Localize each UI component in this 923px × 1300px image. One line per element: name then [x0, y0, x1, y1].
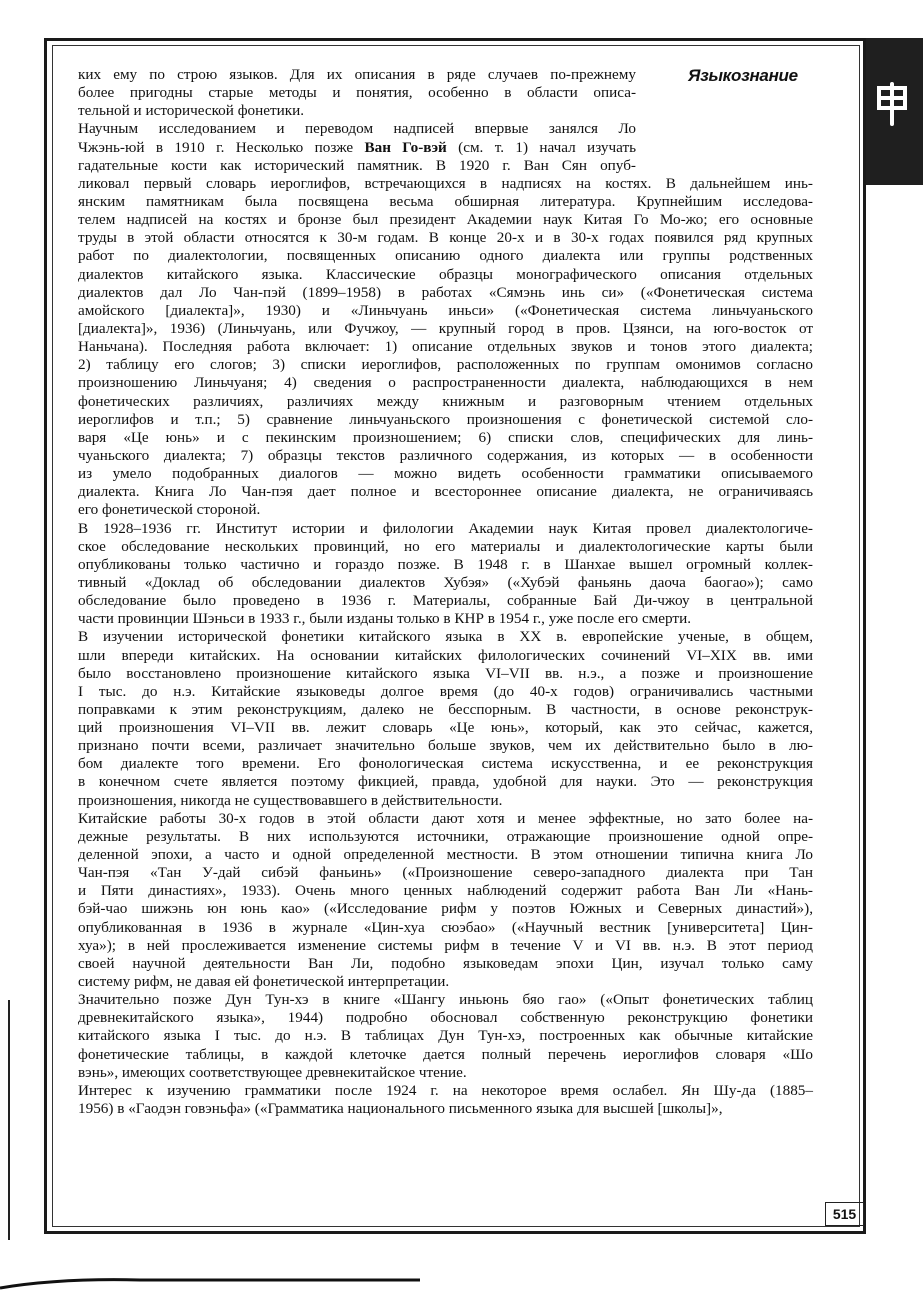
text-line: опубликованная в 1936 в журнале «Цин-хуа сюэбао» («Научный вестник [университета] Цин-: [78, 918, 813, 936]
text-line: бэй-чао шижэнь юн юнь као» («Исследование рифм у поэтов Южных и Северных династий»),: [78, 900, 813, 918]
text-line: Чан-пэя «Тан У-дай сибэй фаньинь» («Произношение северо-западного диалекта при Тан: [78, 864, 813, 882]
text-line: систему рифм, не давая ей фонетической интерпретации.: [78, 973, 450, 991]
text-line: амойского [диалекта]», 1930) и «Линьчуань иньси» («Фонетическая система линьчуаньского: [78, 301, 813, 319]
text-line: фонетические таблицы, в каждой клеточке дается полный перечень иероглифов словаря «Шо: [78, 1045, 813, 1063]
text-line: шли впереди китайских. На основании китайских филологических сочинений VI–XIX вв. ими: [78, 646, 813, 664]
text-line: более пригодны старые методы и понятия, особенно в области описа-: [78, 84, 636, 102]
text-line: диалектов китайского языка. Классические образцы монографического описания отдельных: [78, 265, 813, 283]
text-line: Научным исследованием и переводом надписей впервые занялся Ло: [78, 120, 636, 138]
text-line: Интерес к изучению грамматики после 1924 г. на некоторое время ослабел. Ян Шу-да (1885–: [78, 1081, 813, 1099]
text-line: иероглифов и т.п.; 5) сравнение линьчуаньского произношения с фонетической системой сло-: [78, 410, 813, 428]
text-line: ких ему по строю языков. Для их описания в ряде случаев по-прежнему: [78, 66, 636, 83]
text-line: ское обследование нескольких провинций, но его материалы и диалектологические карты были: [78, 537, 813, 555]
text-line: Китайские работы 30-х годов в этой области дают хотя и менее эффектные, но зато более на-: [78, 809, 813, 827]
scan-edge-curve: [0, 1268, 420, 1290]
text-line: и Пяти династиях», 1933). Очень много ценных наблюдений содержит работа Ван Ли «Нань-: [78, 882, 813, 900]
section-title: Языкознание: [688, 66, 798, 85]
text-line: телем надписей на костях и бронзе был президент Академии наук Китая Го Мо-жо; его основные: [78, 211, 813, 229]
text-line: дежные результаты. В них используются источники, отражающие произношение одной опре-: [78, 827, 813, 845]
text-line: китайского языка I тыс. до н.э. В таблицах Дун Тун-хэ, построенных как обычные китайские: [78, 1027, 813, 1045]
text-line: труды в этой области относятся к 30-м годам. В конце 20-х и в 30-х годах появился ряд крупных: [78, 229, 813, 247]
text-line: 2) таблицу его слогов; 3) списки иероглифов, расположенных по группам омонимов согласно: [78, 356, 813, 374]
text-line: его фонетической стороной.: [78, 501, 261, 519]
name-emphasis: Ван Го-вэй: [364, 138, 447, 156]
text-line: I тыс. до н.э. Китайские языковеды долгое время (до 40-х годов) ограничивались частными: [78, 682, 813, 700]
text-line: ликовал первый словарь иероглифов, встречающихся в надписях на костях. В дальнейшем инь-: [78, 174, 813, 192]
text-line: работ по диалектологии, посвященных описанию одного диалекта или группы родственных: [78, 247, 813, 265]
article-body: [78, 66, 813, 1118]
text-line: обследование было проведено в 1936 г. Материалы, собранные Бай Ди-чжоу в центральной: [78, 592, 813, 610]
text-line: варя «Це юнь» и с пекинским произношением; 6) списки слов, специфических для линь-: [78, 428, 813, 446]
text-line: Значительно позже Дун Тун-хэ в книге «Шангу иньюнь бяо гао» («Опыт фонетических таблиц: [78, 991, 813, 1009]
text-line: фонетических различиях, различиях между книжным и разговорным чтением отдельных: [78, 392, 813, 410]
text-line: В 1928–1936 гг. Институт истории и филологии Академии наук Китая провел диалектологиче-: [78, 519, 813, 537]
text-line: из умело подобранных диалогов — можно видеть особенности грамматики описываемого: [78, 465, 813, 483]
text-line: В изучении исторической фонетики китайского языка в XX в. европейские ученые, в общем,: [78, 628, 813, 646]
text-line: диалекта. Книга Ло Чан-пэя дает полное и всестороннее описание диалекта, не ограничиваясь: [78, 483, 813, 501]
text-line: опубликованы только частично и гораздо позже. В 1948 г. в Шанхае вышел огромный коллек-: [78, 555, 813, 573]
text-line: тельной и исторической фонетики.: [78, 102, 305, 120]
text-line: 1956) в «Гаодэн говэньфа» («Грамматика национального письменного языка для высшей [школы]»,: [78, 1100, 723, 1118]
text-line: древнекитайского языка», 1944) подробно обосновал собственную реконструкцию фонетики: [78, 1009, 813, 1027]
text-line: бом диалекте того времени. Его фонологическая система искусственна, и ее реконструкция: [78, 755, 813, 773]
text-line: в конечном счете является поэтому фикцией, правда, удобной для науки. Это — реконструкция: [78, 773, 813, 791]
text-line: [диалекта]», 1936) (Линьчуань, или Фучжоу, — крупный город в пров. Цзянси, на юго-восток от: [78, 319, 813, 337]
text-line: деленной эпохи, а часто и одной определенной местности. В этом отношении типична книга Ло: [78, 846, 813, 864]
text-line: было восстановлено произношение китайского языка VI–VII вв. н.э., а позже и произношение: [78, 664, 813, 682]
text-line: вэнь», имеющих соответствующее древнекитайское чтение.: [78, 1063, 467, 1081]
text-line: гадательные кости как исторический памятник. В 1920 г. Ван Сян опуб-: [78, 156, 636, 174]
text-line: части провинции Шэньси в 1933 г., были изданы только в КНР в 1954 г., уже после его смерти.: [78, 610, 691, 628]
text-line: тивный «Доклад об обследовании диалектов Хубэя» («Хубэй фаньянь даоча баогао»); само: [78, 573, 813, 591]
text-line: произношению Линьчуаня; 4) сведения о распространенности диалекта, наблюдающихся в нем: [78, 374, 813, 392]
chinese-character-icon: [874, 80, 910, 128]
text-line: признано почти всеми, различает значительно больше звуков, чем их действительно было в лю-: [78, 737, 813, 755]
scan-edge-line: [8, 1000, 10, 1240]
text-line: чуаньского диалекта; 7) образцы текстов различного содержания, из которых — в особенности: [78, 446, 813, 464]
text-line: хуа»); в ней прослеживается изменение системы рифм в течение V и VI вв. н.э. В этот период: [78, 936, 813, 954]
text-line: поправками к этим реконструкциям, далеко не бесспорным. В частности, в основе реконструк-: [78, 700, 813, 718]
text-line: произношения, никогда не существовавшего в действительности.: [78, 791, 503, 809]
text-line: янским памятникам была посвящена весьма обширная литература. Крупнейшим исследова-: [78, 192, 813, 210]
page-number: 515: [825, 1202, 864, 1226]
text-line: Наньчана). Последняя работа включает: 1) описание отдельных звуков и тонов этого диалекта;: [78, 338, 813, 356]
text-line: диалектов дал Ло Чан-пэй (1899–1958) в работах «Сямэнь инь си» («Фонетическая система: [78, 283, 813, 301]
text-line: ций произношения VI–VII вв. лежит словарь «Це юнь», который, как это сейчас, кажется,: [78, 719, 813, 737]
text-line: своей научной деятельности Ван Ли, подобно языковедам эпохи Цин, изучал только саму: [78, 954, 813, 972]
text-line: Чжэнь-юй в 1910 г. Несколько позже Ван Го-вэй (см. т. 1) начал изучать: [78, 138, 637, 156]
